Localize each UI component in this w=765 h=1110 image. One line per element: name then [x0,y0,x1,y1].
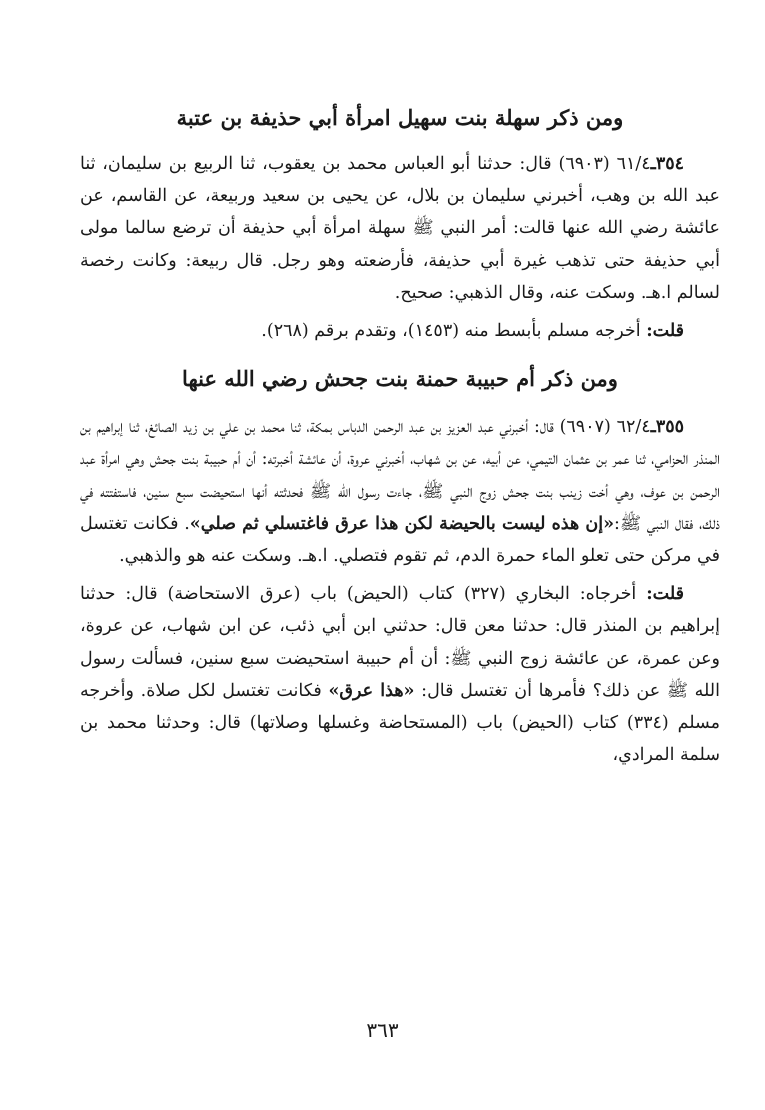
page-number: ٣٦٣ [366,1018,399,1042]
hadith-355 [80,411,720,572]
note-354 [80,315,720,347]
hadith-text: ٦٢/٤ (٦٩٠٧) قال: أخبرني عبد العزيز بن عبد الرحمن الدباس بمكة، ثنا محمد بن علي بن زيد الصائغ، ثنا إبراهيم بن المنذر الحزامي، ثنا عمر بن عثمان التيمي، عن أبيه، عن بن شهاب، أخبرني عروة، أن عائشة أخبرته: أن أم حبيبة بنت جحش وهي امرأة عبد الرحمن بن عوف، وهي أخت زينب بنت جحش زوج النبي ﷺ، جاءت رسول الله ﷺ فحدثته أنها استحيضت سبع سنين، فاستفتته في ذلك، فقال النبي ﷺ: [80,417,720,534]
note-text-continued: فكانت تغتسل لكل صلاة. وأخرجه مسلم (٣٣٤) كتاب (الحيض) باب (المستحاضة وغسلها وصلاتها) قال: وحدثنا محمد بن سلمة المرادي، [80,680,720,766]
hadith-number: ٣٥٥ـ [650,417,685,438]
hadith-354 [80,148,720,309]
note-355 [80,578,720,771]
note-text: أخرجه مسلم بأبسط منه (١٤٥٣)، وتقدم برقم (٢٦٨). [261,321,641,342]
hadith-text: ٦١/٤ (٦٩٠٣) قال: حدثنا أبو العباس محمد بن يعقوب، ثنا الربيع بن سليمان، ثنا عبد الله بن وهب، أخبرني سليمان بن بلال، عن يحيى بن سعيد وربيعة، عن القاسم، عن عائشة رضي الله عنها قالت: أمر النبي ﷺ سهلة امرأة أبي حذيفة أن ترضع سالما مولى أبي حذيفة حتى تذهب غيرة أبي حذيفة، فأرضعته وهو رجل. قال ربيعة: وكانت رخصة لسالم ا.هـ. وسكت عنه، وقال الذهبي: صحيح. [80,154,720,303]
hadith-text-continued: . فكانت تغتسل في مركن حتى تعلو الماء حمرة الدم، ثم تقوم فتصلي. ا.هـ. وسكت عنه هو والذهبي. [80,513,720,567]
note-label: قلت: [646,321,684,342]
section-heading-umm-habiba: ومن ذكر أم حبيبة حمنة بنت جحش رضي الله عنها [182,366,618,392]
note-text: أخرجاه: البخاري (٣٢٧) كتاب (الحيض) باب (عرق الاستحاضة) قال: حدثنا إبراهيم بن المنذر قال: حدثنا معن قال: حدثني ابن أبي ذئب، عن ابن شهاب، عن عروة، وعن عمرة، عن عائشة زوج النبي ﷺ: أن أم حبيبة استحيضت سبع سنين، فسألت رسول الله ﷺ عن ذلك؟ فأمرها أن تغتسل قال: [80,584,720,701]
note-quote: «هذا عرق» [328,680,415,701]
prophetic-quote: «إن هذه ليست بالحيضة لكن هذا عرق فاغتسلي ثم صلي» [189,513,615,534]
note-label: قلت: [646,584,684,605]
hadith-number: ٣٥٤ـ [650,154,685,174]
section-heading-sahla: ومن ذكر سهلة بنت سهيل امرأة أبي حذيفة بن عتبة [176,105,624,130]
page-body [80,96,720,771]
